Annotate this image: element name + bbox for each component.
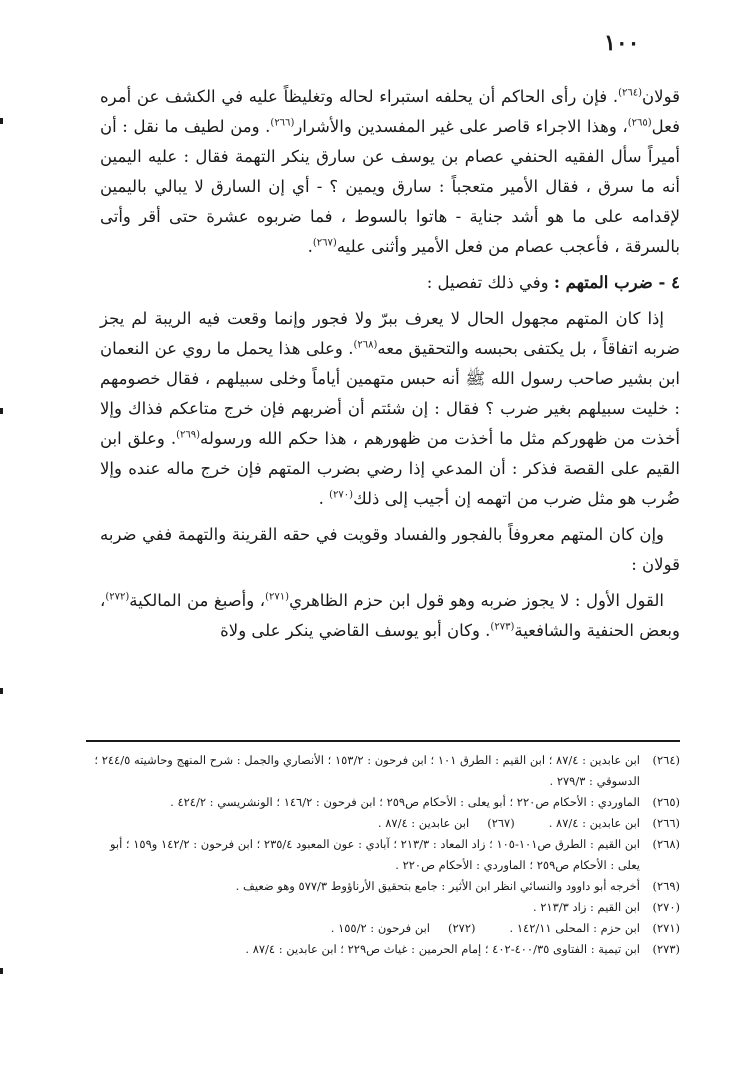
footnote-item bbox=[86, 939, 680, 960]
footnote-text-pair bbox=[86, 813, 640, 834]
footnote-number: (٢٧٣) bbox=[652, 942, 680, 956]
text-run: . وعلق ابن القيم على القصة فذكر : أن المدعي إذا رضي بضرب المتهم فإن خرج ماله عنده وإلا ضُرب هو مثل ضرب من اتهمه إن أجيب إلى ذلك bbox=[100, 429, 680, 508]
text-run: قولان bbox=[642, 87, 680, 106]
footnote-item bbox=[86, 750, 680, 792]
footnote-item bbox=[86, 918, 680, 939]
footnote-item bbox=[86, 897, 680, 918]
footnote-ref: (٢٦٩) bbox=[176, 429, 201, 441]
text-run: ، وأصبغ من المالكية bbox=[129, 591, 266, 610]
footnote-item bbox=[86, 813, 680, 834]
paragraph-known-accused bbox=[100, 520, 680, 580]
footnote-number: (٢٦٧) bbox=[487, 816, 515, 830]
footnote-divider bbox=[86, 740, 680, 742]
footnote-number: (٢٦٤) bbox=[652, 753, 680, 767]
page-number: ١٠٠ bbox=[604, 30, 640, 56]
footnote-text: ابن حزم : المحلى ١٤٢/١١ . bbox=[509, 921, 640, 935]
text-run: ، وبعض الحنفية والشافعية bbox=[100, 591, 680, 640]
text-run: وفي ذلك تفصيل : bbox=[426, 273, 554, 292]
footnote-number: (٢٧١) bbox=[652, 921, 680, 935]
footnote-item bbox=[86, 834, 680, 876]
paragraph-intro bbox=[100, 82, 680, 262]
footnote-item bbox=[86, 876, 680, 897]
section-heading-beating-accused bbox=[100, 268, 680, 298]
text-run: وإن كان المتهم معروفاً بالفجور والفساد وقويت في حقه القرينة والتهمة ففي ضربه قولان : bbox=[100, 525, 680, 574]
footnote-number: (٢٦٩) bbox=[652, 879, 680, 893]
footnotes bbox=[86, 750, 680, 960]
paragraph-first-opinion bbox=[100, 586, 680, 646]
text-run: . وعلى هذا يحمل ما روي عن النعمان ابن بشير صاحب رسول الله ﷺ أنه حبس متهمين أياماً وخلى سبيلهم ، فقال خصومهم : خليت سبيلهم بغير ضرب ؟ فقال : إن شئتم أن أضربهم فإن خرج متاعكم فذاك وإلا أخذت من ظهوركم مثل ما أخذت من ظهورهم ، هذا حكم الله ورسوله bbox=[100, 339, 680, 448]
footnote-text: أخرجه أبو داوود والنسائي انظر ابن الأثير : جامع بتحقيق الأرناؤوط ٥٧٧/٣ وهو ضعيف . bbox=[235, 879, 640, 893]
paragraph-unknown-accused bbox=[100, 304, 680, 514]
text-run: . bbox=[318, 489, 330, 508]
text-run: القول الأول : لا يجوز ضربه وهو قول ابن حزم الظاهري bbox=[289, 591, 664, 610]
footnote-text: الماوردي : الأحكام ص٢٢٠ ؛ أبو يعلى : الأحكام ص٢٥٩ ؛ ابن فرحون : ١٤٦/٢ ؛ الونشريسي : ٤٢٤/٢ . bbox=[170, 795, 640, 809]
footnote-number: (٢٦٥) bbox=[652, 795, 680, 809]
text-run: . فإن رأى الحاكم أن يحلفه استبراء لحاله وتغليظاً عليه في الكشف عن أمره فعل bbox=[100, 87, 680, 136]
scan-edge-mark bbox=[0, 118, 3, 124]
footnote-ref: (٢٧٢) bbox=[105, 591, 130, 603]
scan-edge-mark bbox=[0, 688, 3, 694]
text-run: . ومن لطيف ما نقل : أن أميراً سأل الفقيه الحنفي عصام بن يوسف عن سارق ينكر التهمة فقال : عليه اليمين أنه ما سرق ، فقال الأمير متعجباً : سارق ويمين ؟ - أي إن السارق لا يبالي باليمين لإقدامه على ما هو أشد جناية - هاتوا بالسوط ، فما ضربوه عشرة حتى أقر وأتى بالسرقة ، فأعجب عصام من فعل الأمير وأثنى عليه bbox=[100, 117, 680, 256]
footnote-text: ابن تيمية : الفتاوى ٤٠٠/٣٥-٤٠٢ ؛ إمام الحرمين : غياث ص٢٢٩ ؛ ابن عابدين : ٨٧/٤ . bbox=[245, 942, 640, 956]
footnote-text: ابن القيم : زاد ٢١٣/٣ . bbox=[532, 900, 640, 914]
footnote-text: ابن عابدين : ٨٧/٤ . bbox=[377, 816, 470, 830]
scan-edge-mark bbox=[0, 408, 3, 414]
footnote-item bbox=[86, 792, 680, 813]
text-run: . bbox=[307, 237, 313, 256]
footnote-ref: (٢٧٣) bbox=[490, 621, 515, 633]
footnote-number: (٢٦٨) bbox=[652, 837, 680, 851]
footnote-text: ابن عابدين : ٨٧/٤ ؛ ابن القيم : الطرق ١٠١ ؛ ابن فرحون : ١٥٣/٢ ؛ الأنصاري والجمل : شرح المنهج وحاشيته ٢٤٤/٥ ؛ الدسوقي : ٢٧٩/٣ . bbox=[94, 753, 640, 788]
footnote-ref: (٢٦٨) bbox=[353, 339, 378, 351]
text-run: ، وهذا الاجراء قاصر على غير المفسدين والأشرار bbox=[294, 117, 628, 136]
footnote-text: ابن عابدين : ٨٧/٤ . bbox=[548, 816, 640, 830]
footnote-ref: (٢٧١) bbox=[265, 591, 290, 603]
footnote-ref: (٢٦٦) bbox=[270, 117, 295, 129]
heading-title: ٤ - ضرب المتهم : bbox=[553, 273, 680, 292]
footnote-number: (٢٦٦) bbox=[652, 816, 680, 830]
main-text bbox=[100, 82, 680, 652]
scan-edge-mark bbox=[0, 968, 3, 974]
footnote-ref: (٢٦٤) bbox=[618, 87, 643, 99]
footnote-ref: (٢٦٧) bbox=[312, 237, 337, 249]
footnote-text-pair bbox=[86, 918, 640, 939]
footnote-ref: (٢٧٠) bbox=[329, 489, 354, 501]
footnote-text: ابن فرحون : ١٥٥/٢ . bbox=[330, 921, 430, 935]
footnote-text: ابن القيم : الطرق ص١٠١-١٠٥ ؛ زاد المعاد : ٢١٣/٣ ؛ آبادي : عون المعبود ٢٣٥/٤ ؛ ابن فرحون : ١٤٢/٢ و١٥٩ ؛ أبو يعلى : الأحكام ص٢٥٩ ؛ الماوردي : الأحكام ص٢٢٠ . bbox=[109, 837, 640, 872]
footnote-number: (٢٧٢) bbox=[448, 921, 476, 935]
footnote-number: (٢٧٠) bbox=[652, 900, 680, 914]
text-run: . وكان أبو يوسف القاضي ينكر على ولاة bbox=[220, 621, 491, 640]
footnote-ref: (٢٦٥) bbox=[627, 117, 652, 129]
text-run: إذا كان المتهم مجهول الحال لا يعرف ببرّ ولا فجور وإنما وقعت فيه الريبة لم يجز ضربه اتفاقاً ، بل يكتفى بحبسه والتحقيق معه bbox=[100, 309, 680, 358]
